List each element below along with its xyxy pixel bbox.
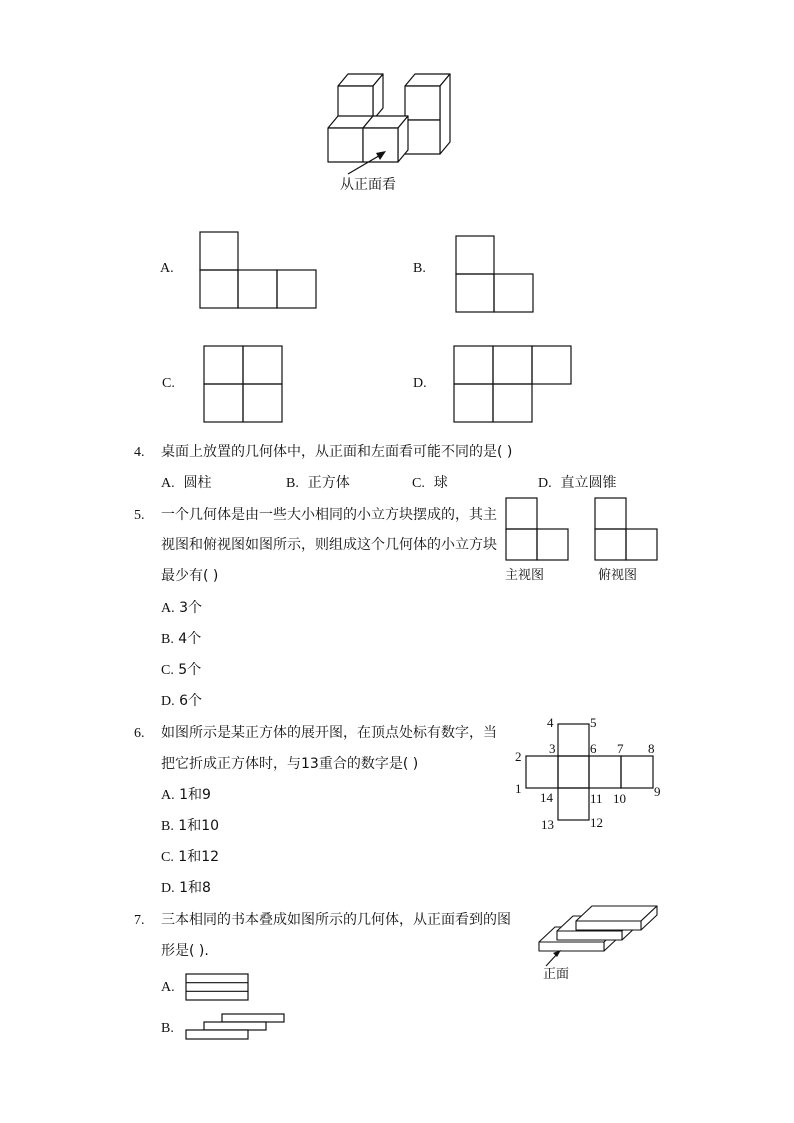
q5-stem-line-1: 一个几何体是由一些大小相同的小立方块摆成的，其主	[161, 507, 497, 523]
q4-number: 4.	[134, 445, 145, 460]
q7-number: 7.	[134, 913, 145, 928]
q5-option-b-text: 4个	[178, 631, 202, 647]
q5-stem-line-2: 视图和俯视图如图所示，则组成这个几何体的小立方块	[161, 537, 497, 553]
q7-stem-line-2: 形是( ).	[161, 943, 209, 959]
q6-vertex-7: 7	[617, 741, 624, 756]
q6-vertex-1: 1	[515, 781, 522, 796]
q6-vertex-10: 10	[613, 791, 626, 806]
q6-option-d-text: 1和8	[179, 880, 211, 896]
q6-vertex-13: 13	[541, 817, 554, 832]
q6-vertex-14: 14	[540, 790, 553, 805]
q6-vertex-3: 3	[549, 741, 556, 756]
q6-stem-line-1: 如图所示是某正方体的展开图，在顶点处标有数字，当	[161, 725, 497, 741]
q5-option-c-text: 5个	[178, 662, 202, 678]
q6-option-b-label: B.	[161, 819, 174, 834]
q4-option-d-text: 直立圆锥	[560, 475, 617, 491]
q4-option-a-label: A.	[161, 476, 175, 491]
q4-option-d-label: D.	[538, 476, 552, 491]
q6-option-c-label: C.	[161, 850, 174, 865]
q5-stem-line-3: 最少有( )	[161, 568, 219, 584]
q5-option-a-label: A.	[161, 601, 175, 616]
q4-option-c-label: C.	[412, 476, 425, 491]
q5-top-view-label: 俯视图	[598, 568, 638, 583]
q5-option-c-label: C.	[161, 663, 174, 678]
q5-option-a-text: 3个	[179, 600, 202, 616]
q6-option-b-text: 1和10	[178, 818, 220, 834]
q6-stem-line-2: 把它折成正方体时，与13重合的数字是( )	[161, 756, 419, 772]
q4-option-b-label: B.	[286, 476, 299, 491]
q3-option-b-label[interactable]: B.	[413, 261, 426, 276]
q6-vertex-12: 12	[590, 815, 603, 830]
q4-option-b-text: 正方体	[307, 475, 350, 491]
q6-option-c-text: 1和12	[178, 849, 220, 865]
q6-vertex-8: 8	[648, 741, 655, 756]
q5-number: 5.	[134, 508, 145, 523]
q5-option-b-label: B.	[161, 632, 174, 647]
q6-vertex-11: 11	[590, 791, 603, 806]
q6-number: 6.	[134, 726, 145, 741]
q7-option-b-label[interactable]: B.	[161, 1021, 174, 1036]
q4-option-a-text: 圆柱	[183, 475, 212, 491]
q7-front-caption: 正面	[543, 967, 570, 982]
q7-option-a-label[interactable]: A.	[161, 980, 175, 995]
q3-option-c-label[interactable]: C.	[162, 376, 175, 391]
q5-front-view-label: 主视图	[505, 568, 545, 583]
q3-figure-caption: 从正面看	[340, 177, 396, 193]
q5-option-d-label: D.	[161, 694, 175, 709]
q4-stem: 桌面上放置的几何体中，从正面和左面看可能不同的是( )	[161, 444, 513, 460]
q3-option-d-label[interactable]: D.	[413, 376, 427, 391]
q3-option-a-label[interactable]: A.	[160, 261, 174, 276]
q6-option-a-label: A.	[161, 788, 175, 803]
q6-option-d-label: D.	[161, 881, 175, 896]
q6-vertex-2: 2	[515, 749, 522, 764]
q6-vertex-9: 9	[654, 784, 661, 799]
q4-option-c-text: 球	[433, 475, 448, 491]
q6-vertex-6: 6	[590, 741, 597, 756]
q7-stem-line-1: 三本相同的书本叠成如图所示的几何体，从正面看到的图	[161, 912, 511, 928]
q6-option-a-text: 1和9	[179, 787, 211, 803]
q5-option-d-text: 6个	[179, 693, 202, 709]
q6-vertex-4: 4	[547, 715, 554, 730]
q6-vertex-5: 5	[590, 715, 597, 730]
